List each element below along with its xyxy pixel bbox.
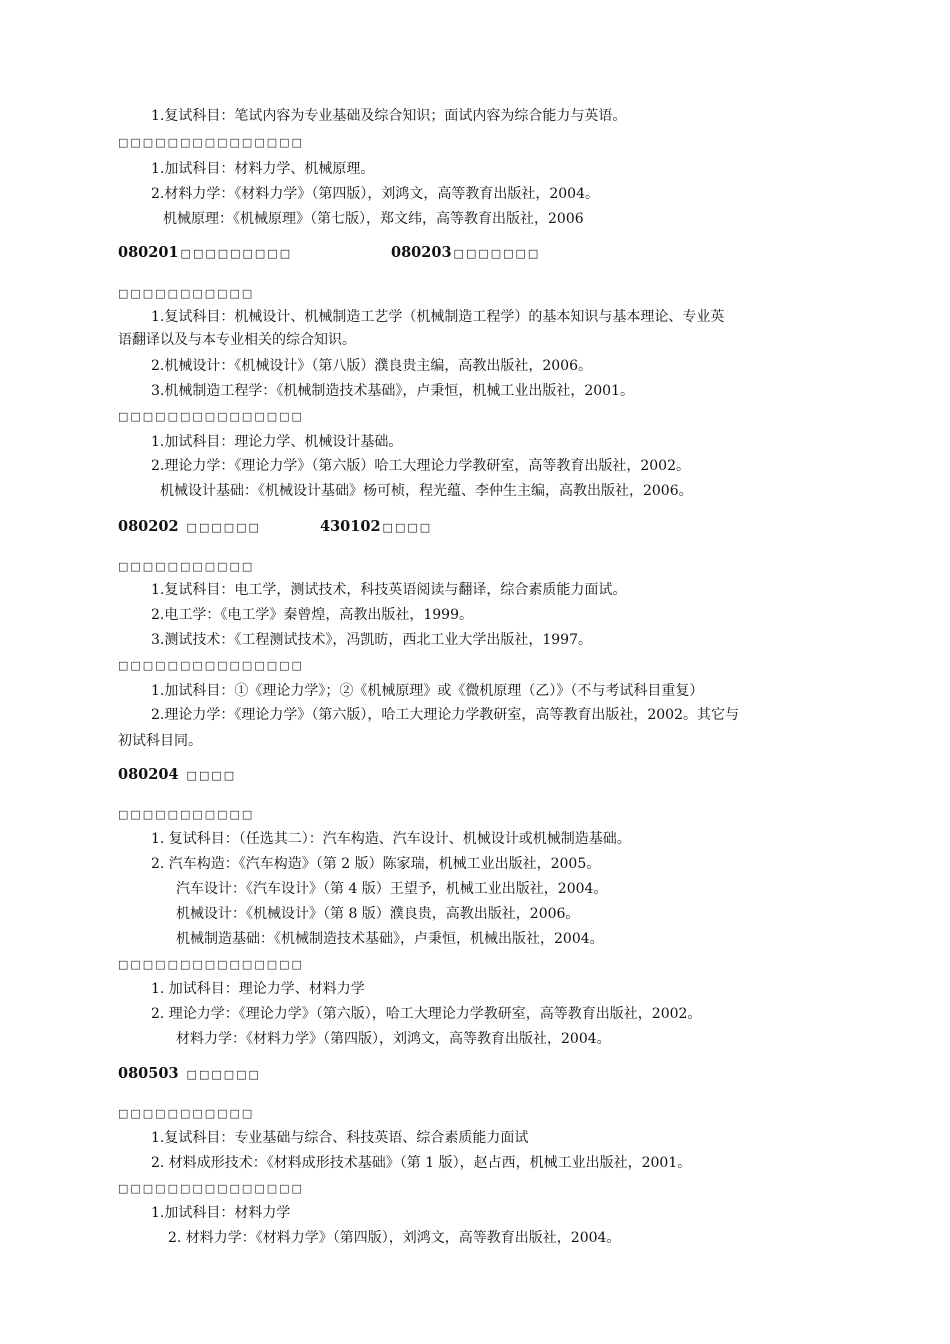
text-line: 2. 材料成形技术：《材料成形技术基础》（第 1 版），赵占西，机械工业出版社，2001。 (151, 1155, 692, 1171)
text-line: 2. 汽车构造：《汽车构造》（第 2 版）陈家瑞，机械工业出版社，2005。 (151, 856, 601, 872)
major-name: □□□□ (186, 769, 237, 782)
major-heading (118, 518, 261, 537)
major-code: 080204 (118, 766, 179, 783)
section-label: □□□□□□□□□□□□□□□ (118, 958, 304, 971)
text-line: 2.材料力学：《材料力学》（第四版），刘鸿文，高等教育出版社，2004。 (151, 186, 599, 202)
text-line: 1.加试科目：材料力学、机械原理。 (151, 161, 375, 177)
text-line: 汽车设计：《汽车设计》（第 4 版）王望予，机械工业出版社，2004。 (176, 881, 608, 897)
text-line: 机械设计：《机械设计》（第 8 版）濮良贵，高教出版社，2006。 (176, 906, 580, 922)
text-line: 1. 复试科目：（任选其二）：汽车构造、汽车设计、机械设计或机械制造基础。 (151, 831, 631, 847)
major-heading (118, 244, 292, 263)
text-line: 2.理论力学：《理论力学》（第六版），哈工大理论力学教研室，高等教育出版社，2002。其它与 (151, 707, 739, 723)
section-label: □□□□□□□□□□□□□□□ (118, 136, 304, 149)
section-label: □□□□□□□□□□□□□□□ (118, 410, 304, 423)
text-line: 1.复试科目：专业基础与综合、科技英语、综合素质能力面试 (151, 1130, 529, 1146)
text-line: 1.复试科目：机械设计、机械制造工艺学（机械制造工程学）的基本知识与基本理论、专业英 (151, 309, 725, 325)
text-line: 3.机械制造工程学：《机械制造技术基础》，卢秉恒，机械工业出版社，2001。 (151, 383, 634, 399)
text-line: 1.加试科目：材料力学 (151, 1205, 291, 1221)
major-code: 080202 (118, 518, 179, 535)
major-name: □□□□ (382, 521, 433, 534)
text-line: 3.测试技术：《工程测试技术》，冯凯昉，西北工业大学出版社，1997。 (151, 632, 592, 648)
major-heading (118, 1065, 261, 1084)
text-line: 材料力学：《材料力学》（第四版），刘鸿文，高等教育出版社，2004。 (176, 1031, 611, 1047)
section-label: □□□□□□□□□□□□□□□ (118, 659, 304, 672)
section-label: □□□□□□□□□□□□□□□ (118, 1182, 304, 1195)
text-line: 1.加试科目：理论力学、机械设计基础。 (151, 434, 403, 450)
text-line: 机械设计基础：《机械设计基础》杨可桢，程光蕴、李仲生主编，高教出版社，2006。 (160, 483, 693, 499)
text-line: 初试科目同。 (118, 733, 202, 749)
section-label: □□□□□□□□□□□ (118, 808, 255, 821)
text-line: 语翻译以及与本专业相关的综合知识。 (118, 332, 356, 348)
text-line: 1. 加试科目：理论力学、材料力学 (151, 981, 365, 997)
major-name: □□□□□□□□□ (180, 247, 293, 260)
major-heading (320, 518, 432, 537)
major-name: □□□□□□ (186, 1068, 261, 1081)
major-code: 430102 (320, 518, 381, 535)
major-heading (118, 766, 236, 785)
major-heading (391, 244, 540, 263)
major-code: 080503 (118, 1065, 179, 1082)
text-line: 2.理论力学：《理论力学》（第六版）哈工大理论力学教研室，高等教育出版社，2002。 (151, 458, 690, 474)
section-label: □□□□□□□□□□□ (118, 560, 255, 573)
text-line: 2. 材料力学：《材料力学》（第四版），刘鸿文，高等教育出版社，2004。 (168, 1230, 621, 1246)
major-name: □□□□□□ (186, 521, 261, 534)
section-label: □□□□□□□□□□□ (118, 1107, 255, 1120)
text-line: 机械制造基础：《机械制造技术基础》，卢秉恒，机械出版社，2004。 (176, 931, 604, 947)
section-label: □□□□□□□□□□□ (118, 287, 255, 300)
text-line: 1.复试科目：电工学，测试技术，科技英语阅读与翻译，综合素质能力面试。 (151, 582, 627, 598)
major-code: 080201 (118, 244, 179, 261)
major-code: 080203 (391, 244, 452, 261)
text-line: 1.复试科目：笔试内容为专业基础及综合知识；面试内容为综合能力与英语。 (151, 108, 627, 124)
text-line: 2.电工学：《电工学》秦曾煌，高教出版社，1999。 (151, 607, 473, 623)
major-name: □□□□□□□ (453, 247, 541, 260)
text-line: 机械原理：《机械原理》（第七版），郑文纬，高等教育出版社，2006 (163, 211, 584, 227)
text-line: 2.机械设计：《机械设计》（第八版）濮良贵主编，高教出版社，2006。 (151, 358, 592, 374)
text-line: 1.加试科目：①《理论力学》；②《机械原理》或《微机原理（乙）》（不与考试科目重复） (151, 683, 704, 699)
text-line: 2. 理论力学：《理论力学》（第六版），哈工大理论力学教研室，高等教育出版社，2002。 (151, 1006, 702, 1022)
